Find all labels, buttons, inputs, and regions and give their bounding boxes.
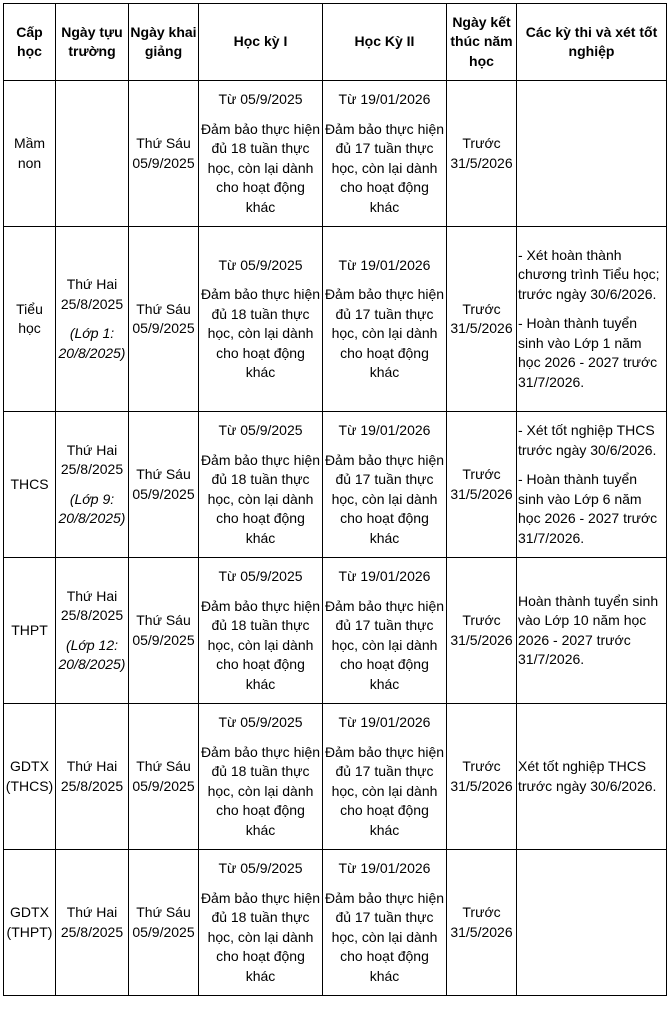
- cell-opening: Thứ Sáu 05/9/2025: [129, 81, 199, 227]
- cell-level: THCS: [4, 412, 56, 558]
- cell-level: GDTX (THCS): [4, 704, 56, 850]
- semester-2-note: Đảm bảo thực hiện đủ 17 tuần thực học, còn lại dành cho hoạt động khác: [324, 286, 445, 380]
- semester-2-start: Từ 19/01/2026: [338, 860, 431, 876]
- semester-1-start: Từ 05/9/2025: [218, 714, 303, 730]
- semester-2-note: Đảm bảo thực hiện đủ 17 tuần thực học, còn lại dành cho hoạt động khác: [324, 889, 445, 984]
- cell-return-date: [56, 227, 129, 412]
- return-note: (Lớp 1: 20/8/2025): [58, 325, 126, 361]
- semester-1-start: Từ 05/9/2025: [218, 422, 303, 438]
- cell-end-date: Trước 31/5/2026: [447, 704, 517, 850]
- return-date: Thứ Hai 25/8/2025: [60, 904, 124, 940]
- cell-level: GDTX (THPT): [4, 850, 56, 996]
- header-semester-2: Học Kỳ II: [323, 4, 447, 81]
- cell-semester-2: [323, 558, 447, 704]
- return-date: Thứ Hai 25/8/2025: [60, 276, 124, 312]
- cell-end-date: Trước 31/5/2026: [447, 81, 517, 227]
- header-row: [4, 4, 667, 81]
- cell-opening: Thứ Sáu 05/9/2025: [129, 850, 199, 996]
- exam-item: - Hoàn thành tuyển sinh vào Lớp 1 năm học 2026 - 2027 trước 31/7/2026.: [518, 315, 658, 390]
- semester-2-note: Đảm bảo thực hiện đủ 17 tuần thực học, còn lại dành cho hoạt động khác: [324, 451, 445, 546]
- return-note: (Lớp 9: 20/8/2025): [58, 490, 126, 526]
- cell-semester-2: [323, 412, 447, 558]
- semester-1-note: Đảm bảo thực hiện đủ 18 tuần thực học, còn lại dành cho hoạt động khác: [200, 120, 321, 215]
- header-level: Cấp học: [4, 4, 56, 81]
- exam-item: Hoàn thành tuyển sinh vào Lớp 10 năm học 2026 - 2027 trước 31/7/2026.: [518, 592, 659, 667]
- cell-end-date: Trước 31/5/2026: [447, 850, 517, 996]
- cell-semester-2: [323, 227, 447, 412]
- return-date: Thứ Hai 25/8/2025: [60, 441, 124, 477]
- cell-semester-1: [199, 704, 323, 850]
- semester-1-note: Đảm bảo thực hiện đủ 18 tuần thực học, còn lại dành cho hoạt động khác: [200, 597, 321, 692]
- exam-item: Xét tốt nghiệp THCS trước ngày 30/6/2026.: [518, 758, 657, 794]
- semester-1-note: Đảm bảo thực hiện đủ 18 tuần thực học, còn lại dành cho hoạt động khác: [200, 451, 321, 546]
- table-row: [4, 227, 667, 412]
- cell-return-date: [56, 412, 129, 558]
- cell-end-date: Trước 31/5/2026: [447, 227, 517, 412]
- return-date: Thứ Hai 25/8/2025: [60, 587, 124, 623]
- header-return-date: Ngày tựu trường: [56, 4, 129, 81]
- cell-end-date: Trước 31/5/2026: [447, 558, 517, 704]
- return-date: Thứ Hai 25/8/2025: [60, 758, 124, 794]
- table-row: [4, 558, 667, 704]
- header-semester-1: Học kỳ I: [199, 4, 323, 81]
- table-row: [4, 850, 667, 996]
- semester-2-start: Từ 19/01/2026: [338, 714, 431, 730]
- semester-1-note: Đảm bảo thực hiện đủ 18 tuần thực học, còn lại dành cho hoạt động khác: [200, 286, 321, 380]
- cell-end-date: Trước 31/5/2026: [447, 412, 517, 558]
- semester-1-note: Đảm bảo thực hiện đủ 18 tuần thực học, còn lại dành cho hoạt động khác: [200, 889, 321, 984]
- cell-level: THPT: [4, 558, 56, 704]
- cell-semester-2: [323, 850, 447, 996]
- table-row: [4, 81, 667, 227]
- semester-2-start: Từ 19/01/2026: [338, 91, 431, 107]
- semester-2-start: Từ 19/01/2026: [338, 256, 431, 273]
- semester-2-start: Từ 19/01/2026: [338, 422, 431, 438]
- header-end-date: Ngày kết thúc năm học: [447, 4, 517, 81]
- cell-semester-2: [323, 81, 447, 227]
- cell-semester-1: [199, 227, 323, 412]
- cell-opening: Thứ Sáu 05/9/2025: [129, 558, 199, 704]
- cell-return-date: [56, 850, 129, 996]
- semester-2-note: Đảm bảo thực hiện đủ 17 tuần thực học, còn lại dành cho hoạt động khác: [324, 597, 445, 692]
- cell-semester-1: [199, 850, 323, 996]
- header-opening: Ngày khai giảng: [129, 4, 199, 81]
- semester-1-start: Từ 05/9/2025: [218, 256, 303, 273]
- cell-exams: [517, 412, 667, 558]
- return-note: (Lớp 12: 20/8/2025): [58, 636, 126, 672]
- cell-return-date: [56, 558, 129, 704]
- cell-semester-1: [199, 412, 323, 558]
- cell-level: Tiểu học: [4, 227, 56, 412]
- semester-1-note: Đảm bảo thực hiện đủ 18 tuần thực học, còn lại dành cho hoạt động khác: [200, 743, 321, 838]
- cell-exams: [517, 227, 667, 412]
- exam-item: - Xét tốt nghiệp THCS trước ngày 30/6/2026.: [518, 422, 657, 458]
- table-row: [4, 704, 667, 850]
- cell-return-date: [56, 81, 129, 227]
- cell-semester-1: [199, 81, 323, 227]
- cell-exams: [517, 558, 667, 704]
- cell-exams: [517, 850, 667, 996]
- cell-exams: [517, 704, 667, 850]
- semester-1-start: Từ 05/9/2025: [218, 860, 303, 876]
- cell-semester-2: [323, 704, 447, 850]
- exam-item: - Hoàn thành tuyển sinh vào Lớp 6 năm học 2026 - 2027 trước 31/7/2026.: [518, 471, 658, 546]
- cell-opening: Thứ Sáu 05/9/2025: [129, 412, 199, 558]
- cell-opening: Thứ Sáu 05/9/2025: [129, 227, 199, 412]
- semester-2-note: Đảm bảo thực hiện đủ 17 tuần thực học, còn lại dành cho hoạt động khác: [324, 120, 445, 215]
- cell-opening: Thứ Sáu 05/9/2025: [129, 704, 199, 850]
- cell-return-date: [56, 704, 129, 850]
- school-calendar-table: [3, 3, 667, 996]
- header-exams: Các kỳ thi và xét tốt nghiệp: [517, 4, 667, 81]
- semester-2-start: Từ 19/01/2026: [338, 568, 431, 584]
- exam-item: - Xét hoàn thành chương trình Tiểu học; trước ngày 30/6/2026.: [518, 246, 660, 302]
- cell-level: Mầm non: [4, 81, 56, 227]
- table-row: [4, 412, 667, 558]
- cell-exams: [517, 81, 667, 227]
- cell-semester-1: [199, 558, 323, 704]
- semester-1-start: Từ 05/9/2025: [218, 568, 303, 584]
- semester-1-start: Từ 05/9/2025: [218, 91, 303, 107]
- semester-2-note: Đảm bảo thực hiện đủ 17 tuần thực học, còn lại dành cho hoạt động khác: [324, 743, 445, 838]
